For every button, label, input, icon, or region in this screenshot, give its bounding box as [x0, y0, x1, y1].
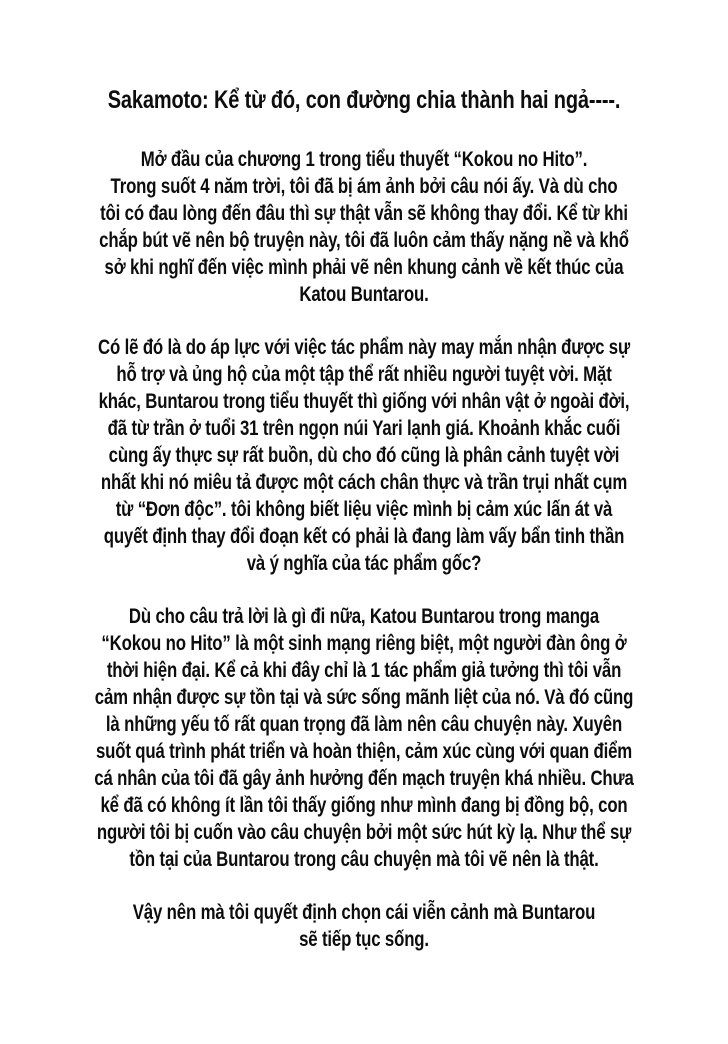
text-line: hỗ trợ và ủng hộ của một tập thể rất nhiều người tuyệt vời. Mặt — [116, 363, 612, 386]
text-line: Mở đầu của chương 1 trong tiểu thuyết “Kokou no Hito”. — [140, 148, 588, 171]
text-line: kể đã có không ít lần tôi thấy giống như mình đang bị đồng bộ, con — [100, 794, 628, 817]
text-line: Dù cho câu trả lời là gì đi nữa, Katou Buntarou trong manga — [128, 605, 600, 628]
page-title: Sakamoto: Kể từ đó, con đường chia thành hai ngả----. — [107, 86, 621, 114]
text-line: từ “Đơn độc”. tôi không biết liệu việc mình bị cảm xúc lấn át và — [115, 498, 613, 521]
text-line: tồn tại của Buntarou trong câu chuyện mà tôi vẽ nên là thật. — [129, 848, 599, 871]
text-line: quyết định thay đổi đoạn kết có phải là đang làm vấy bẩn tinh thần — [103, 525, 625, 548]
text-line: khác, Buntarou trong tiểu thuyết thì giống với nhân vật ở ngoài đời, — [98, 390, 630, 413]
text-line: đã từ trần ở tuổi 31 trên ngọn núi Yari lạnh giá. Khoảnh khắc cuối — [107, 417, 621, 440]
text-line: thời hiện đại. Kể cả khi đây chỉ là 1 tác phẩm giả tưởng thì tôi vẫn — [106, 659, 622, 682]
text-line: Trong suốt 4 năm trời, tôi đã bị ám ảnh bởi câu nói ấy. Và dù cho — [110, 175, 618, 198]
paragraph — [0, 146, 728, 308]
text-line: cá nhân của tôi đã gây ảnh hưởng đến mạch truyện khá nhiều. Chưa — [94, 767, 634, 790]
text-line: cảm nhận được sự tồn tại và sức sống mãnh liệt của nó. Và đó cũng — [94, 686, 634, 709]
text-line: người tôi bị cuốn vào câu chuyện bởi một sức hút kỳ lạ. Như thể sự — [96, 821, 632, 844]
text-line: chắp bút vẽ nên bộ truyện này, tôi đã luôn cảm thấy nặng nề và khổ — [99, 229, 629, 252]
text-line: sẽ tiếp tục sống. — [299, 928, 429, 951]
text-line: sở khi nghĩ đến việc mình phải vẽ nên khung cảnh về kết thúc của — [104, 256, 624, 279]
text-line: Có lẽ đó là do áp lực với việc tác phẩm này may mắn nhận được sự — [98, 336, 630, 359]
text-line: tôi có đau lòng đến đâu thì sự thật vẫn sẽ không thay đổi. Kể từ khi — [100, 202, 628, 225]
text-line: “Kokou no Hito” là một sinh mạng riêng biệt, một người đàn ông ở — [101, 632, 627, 655]
text-line: Katou Buntarou. — [299, 283, 429, 306]
paragraph — [0, 899, 728, 953]
text-line: suốt quá trình phát triển và hoàn thiện, cảm xúc cùng với quan điểm — [95, 740, 633, 763]
paragraph — [0, 603, 728, 873]
text-line: và ý nghĩa của tác phẩm gốc? — [246, 552, 482, 575]
text-line: nhất khi nó miêu tả được một cách chân thực và trần trụi nhất cụm — [100, 471, 628, 494]
text-line: là những yếu tố rất quan trọng đã làm nên câu chuyện này. Xuyên — [105, 713, 623, 736]
paragraph — [0, 334, 728, 577]
note-paragraphs — [0, 146, 728, 953]
text-line: Vậy nên mà tôi quyết định chọn cái viễn cảnh mà Buntarou — [132, 901, 596, 924]
text-line: cùng ấy thực sự rất buồn, dù cho đó cũng là phân cảnh tuyệt vời — [108, 444, 620, 467]
